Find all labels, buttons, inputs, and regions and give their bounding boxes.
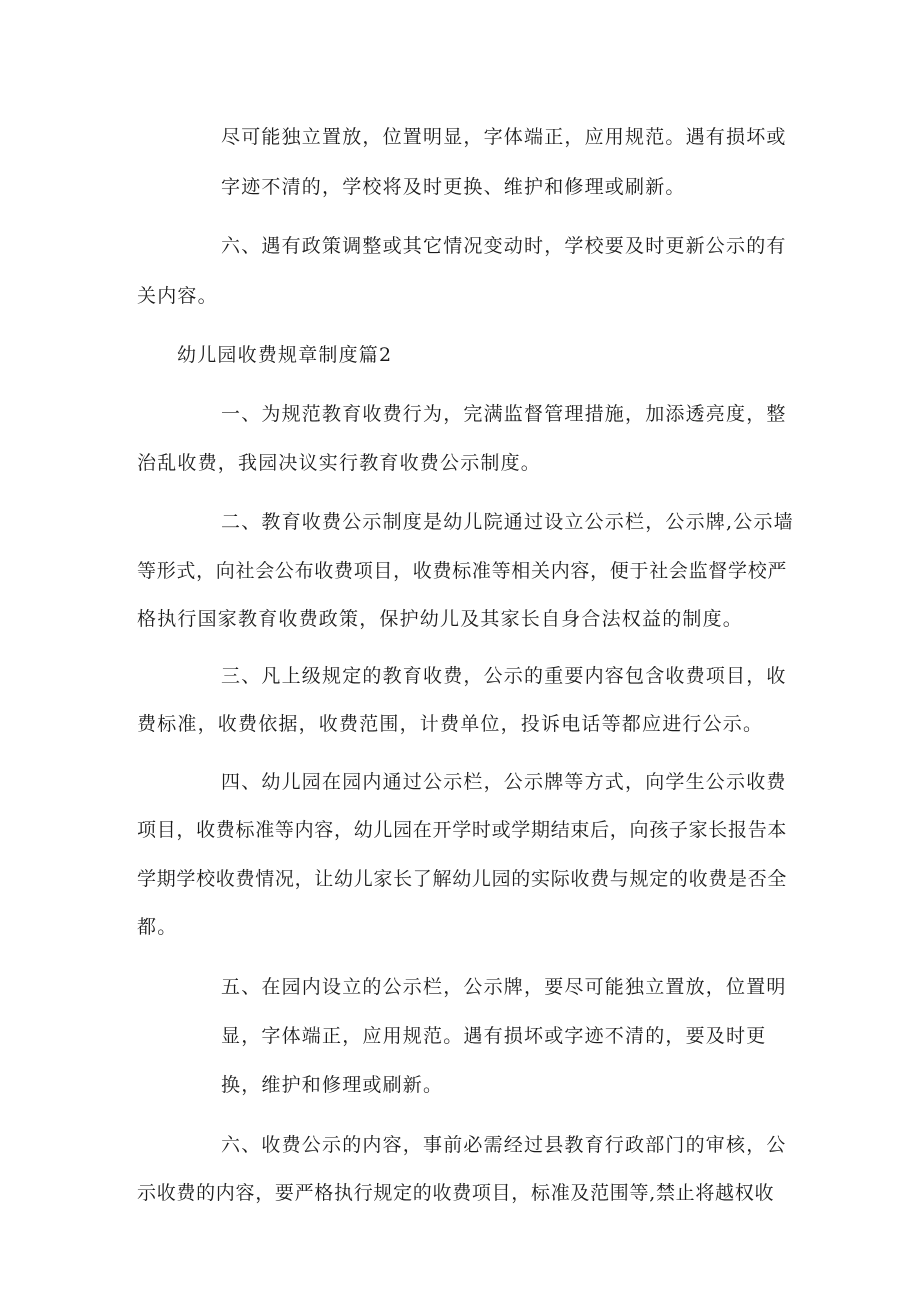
text-line: 都。 (137, 916, 178, 938)
text-line: 换，维护和修理或刷新。 (221, 1074, 444, 1096)
text-line: 三、凡上级规定的教育收费，公示的重要内容包含收费项目，收 (221, 665, 787, 687)
text-line: 费标准，收费依据，收费范围，计费单位，投诉电话等都应进行公示。 (137, 713, 764, 735)
text-line: 项目，收费标准等内容，幼儿园在开学时或学期结束后，向孩子家长报告本 (137, 819, 788, 841)
text-line: 四、幼儿园在园内通过公示栏，公示牌等方式，向学生公示收费 (221, 771, 787, 793)
text-line: 关内容。 (137, 285, 218, 307)
section-heading: 幼儿园收费规章制度篇2 (177, 344, 393, 366)
text-line: 五、在园内设立的公示栏，公示牌，要尽可能独立置放，位置明 (221, 976, 787, 998)
text-line: 格执行国家教育收费政策，保护幼儿及其家长自身合法权益的制度。 (137, 608, 744, 630)
text-line: 示收费的内容，要严格执行规定的收费项目，标准及范围等,禁止将越权收 (137, 1182, 775, 1204)
text-line: 一、为规范教育收费行为，完满监督管理措施，加添透亮度，整 (221, 403, 787, 425)
text-line: 学期学校收费情况，让幼儿家长了解幼儿园的实际收费与规定的收费是否全 (137, 868, 788, 890)
text-line: 二、教育收费公示制度是幼儿院通过设立公示栏，公示牌,公示墙 (221, 511, 794, 533)
text-line: 尽可能独立置放，位置明显，字体端正，应用规范。遇有损坏或 (221, 126, 787, 148)
text-line: 字迹不清的，学校将及时更换、维护和修理或刷新。 (221, 176, 686, 198)
text-line: 六、收费公示的内容，事前必需经过县教育行政部门的审核，公 (221, 1134, 787, 1156)
text-line: 六、遇有政策调整或其它情况变动时，学校要及时更新公示的有 (221, 235, 787, 257)
text-line: 治乱收费，我园决议实行教育收费公示制度。 (137, 452, 542, 474)
text-line: 等形式，向社会公布收费项目，收费标准等相关内容，便于社会监督学校严 (137, 560, 788, 582)
text-line: 显，字体端正，应用规范。遇有损坏或字迹不清的，要及时更 (221, 1025, 767, 1047)
